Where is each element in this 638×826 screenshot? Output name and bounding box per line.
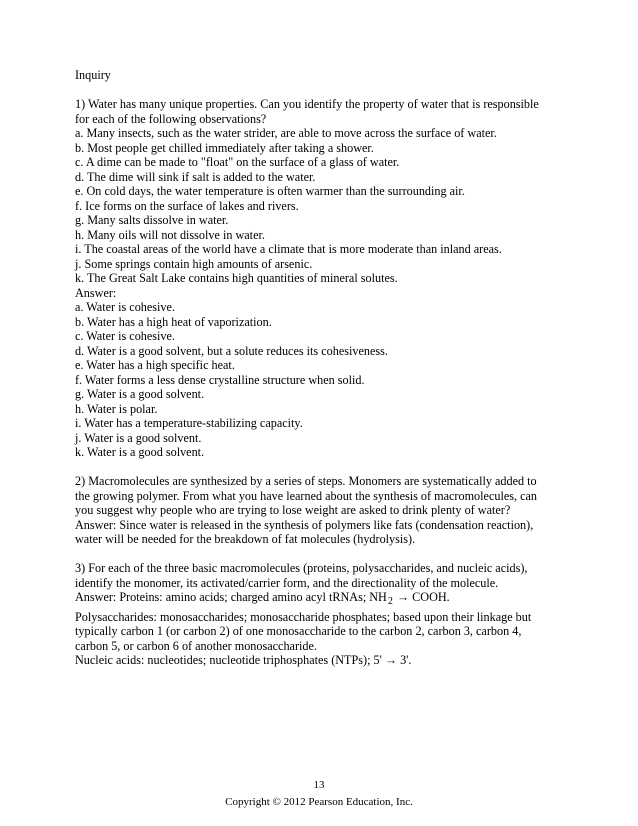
answer-polysaccharides-line: Polysaccharides: monosaccharides; monosaccharide phosphates; based upon their linkage but (75, 609, 532, 624)
answer-item: c. Water is cohesive. (75, 329, 175, 343)
question-text-line: the growing polymer. From what you have learned about the synthesis of macromolecules, can (75, 488, 537, 503)
question-1 (75, 97, 565, 460)
answer-label: Answer: (75, 285, 117, 300)
answer-polysaccharides-line: typically carbon 1 (or carbon 2) of one monosaccharide to the carbon 2, carbon 3, carbon 4, (75, 624, 522, 638)
answer-item: d. Water is a good solvent, but a solute reduces its cohesiveness. (75, 343, 388, 358)
question-text-line: for each of the following observations? (75, 111, 267, 126)
observation-item: c. A dime can be made to "float" on the surface of a glass of water. (75, 155, 400, 169)
copyright-notice: Copyright © 2012 Pearson Education, Inc. (225, 796, 413, 808)
question-text-line: 3) For each of the three basic macromolecules (proteins, polysaccharides, and nucleic acids), (75, 561, 528, 575)
answer-item: i. Water has a temperature-stabilizing capacity. (75, 416, 303, 430)
answer-item: e. Water has a high specific heat. (75, 358, 235, 372)
page-number: 13 (313, 779, 325, 791)
answer-item: j. Water is a good solvent. (75, 430, 202, 445)
answer-text-line: Answer: Since water is released in the synthesis of polymers like fats (condensation reaction), (75, 517, 534, 532)
question-text-line: you suggest why people who are trying to lose weight are asked to drink plenty of water? (75, 503, 511, 517)
answer-proteins-text: Answer: Proteins: amino acids; charged amino acyl tRNAs; NH (75, 590, 387, 604)
question-2 (75, 474, 565, 547)
page-content (75, 68, 565, 668)
answer-text-line: water will be needed for the breakdown of fat molecules (hydrolysis). (75, 532, 416, 546)
observation-item: f. Ice forms on the surface of lakes and rivers. (75, 198, 299, 213)
observation-item: g. Many salts dissolve in water. (75, 213, 229, 227)
section-heading: Inquiry (75, 68, 111, 82)
question-text-line: identify the monomer, its activated/carrier form, and the directionality of the molecule. (75, 575, 499, 590)
spacer (75, 460, 565, 475)
answer-item: h. Water is polar. (75, 401, 158, 416)
observation-item: i. The coastal areas of the world have a climate that is more moderate than inland areas. (75, 242, 502, 256)
spacer (75, 547, 565, 562)
observation-item: h. Many oils will not dissolve in water. (75, 227, 265, 242)
question-3 (75, 561, 565, 668)
subscript-two: 2 (387, 596, 393, 607)
answer-item: f. Water forms a less dense crystalline structure when solid. (75, 372, 365, 387)
answer-item: g. Water is a good solvent. (75, 387, 205, 401)
observation-item: j. Some springs contain high amounts of arsenic. (75, 256, 313, 271)
spacer (75, 83, 565, 98)
observation-item: b. Most people get chilled immediately after taking a shower. (75, 140, 374, 155)
observation-item: e. On cold days, the water temperature is often warmer than the surrounding air. (75, 184, 465, 198)
answer-item: k. Water is a good solvent. (75, 445, 205, 459)
question-text-line: 1) Water has many unique properties. Can you identify the property of water that is responsible (75, 97, 539, 111)
answer-item: b. Water has a high heat of vaporization. (75, 314, 272, 329)
observation-item: d. The dime will sink if salt is added to the water. (75, 169, 316, 184)
answer-nucleic-acids-line: Nucleic acids: nucleotides; nucleotide triphosphates (NTPs); 5' → 3'. (75, 653, 412, 667)
answer-proteins-direction: → COOH. (393, 590, 450, 604)
answer-item: a. Water is cohesive. (75, 300, 175, 314)
question-text-line: 2) Macromolecules are synthesized by a series of steps. Monomers are systematically added to (75, 474, 537, 488)
answer-proteins-line (75, 590, 565, 610)
observation-item: a. Many insects, such as the water strider, are able to move across the surface of water. (75, 126, 497, 140)
observation-item: k. The Great Salt Lake contains high quantities of mineral solutes. (75, 271, 398, 285)
answer-polysaccharides-line: carbon 5, or carbon 6 of another monosaccharide. (75, 638, 317, 653)
